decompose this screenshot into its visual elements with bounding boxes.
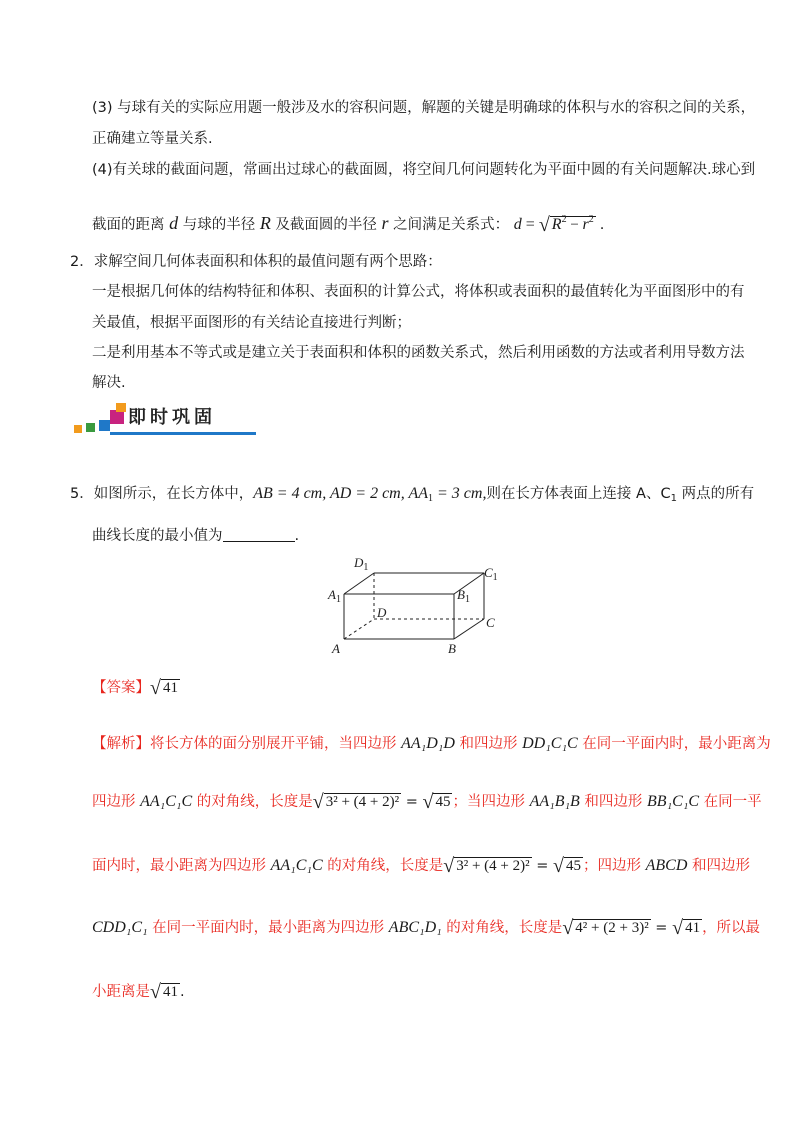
var-R: R <box>259 213 271 233</box>
distance-formula <box>513 214 600 236</box>
solution-line1: 【解析】将长方体的面分别展开平铺，当四边形 AA₁D₁D 和四边形 DD₁C₁C 在同一平面内时，最小距离为 <box>92 735 771 752</box>
answer-value: √ 41 <box>150 677 178 699</box>
solution-label: 【解析】 <box>92 736 150 752</box>
problem5-math: AB = 4 cm, AD = 2 cm, $AA_1 = 3$ cm, <box>253 485 487 504</box>
item4-line1: (4)有关球的截面问题，常画出过球心的截面圆，将空间几何问题转化为平面中圆的有关问题解决.球心到 <box>92 162 756 178</box>
problem5-line2-text: 曲线长度的最小值为 <box>92 528 223 544</box>
formula-r: r <box>582 216 589 233</box>
section2-line3: 关最值，根据平面图形的有关结论直接进行判断； <box>92 315 411 331</box>
label-D: D <box>377 605 387 620</box>
cuboid-figure <box>326 553 504 659</box>
problem5-number: 5． <box>70 486 94 502</box>
section2-heading: 求解空间几何体表面积和体积的最值问题有两个思路： <box>93 254 442 270</box>
label-B: B <box>448 641 456 656</box>
section2-number: 2． <box>70 254 94 270</box>
label-D1: $D_1$ <box>354 555 369 573</box>
answer-blank <box>223 527 295 542</box>
section2-line5: 解决. <box>92 375 126 391</box>
item4-text-a: 截面的距离 <box>92 217 170 233</box>
solution-line3: 面内时，最小距离为四边形 AA₁C₁C 的对角线，长度是√ 3² + (4 + 2)² = √ 45 ；四边形 ABCD 和四边形 <box>92 855 750 877</box>
formula-eq: = <box>525 216 535 233</box>
banner-title: 即时巩固 <box>128 407 216 428</box>
section2-line1 <box>70 252 442 272</box>
label-B1: $B_1$ <box>457 587 470 605</box>
section2-line4: 二是利用基本不等式或是建立关于表面积和体积的函数关系式，然后利用函数的方法或者利用导数方法 <box>92 345 745 361</box>
item4-text-d: 之间满足关系式： <box>388 217 510 233</box>
solution-line5: 小距离是√ 41 . <box>92 981 185 1003</box>
solution-line4: CDD₁C₁ 在同一平面内时，最小距离为四边形 ABC₁D₁ 的对角线，长度是√ 4² + (2 + 3)² = √ 41 ，所以最 <box>92 917 761 939</box>
section-banner <box>72 400 258 436</box>
answer-label: 【答案】 <box>92 680 150 696</box>
var-d: d <box>169 213 179 233</box>
formula-R: R <box>551 216 562 233</box>
formula-radical: √ $R^2 - r^2$ <box>538 214 594 236</box>
cuboid-diagram <box>326 553 504 659</box>
formula-minus: − <box>566 217 583 233</box>
answer-line <box>92 678 180 698</box>
var-r: r <box>381 213 389 233</box>
problem5-line2-end: . <box>294 528 300 544</box>
item3-line2: 正确建立等量关系. <box>92 131 213 147</box>
problem5-text-c: 两点的所有 <box>676 486 755 502</box>
item4-end: . <box>599 217 605 233</box>
label-A: A <box>332 641 340 656</box>
problem5-text-a: 如图所示，在长方体中， <box>93 486 254 502</box>
problem5-text-b: 则在长方体表面上连接 A、$C_1$ <box>486 486 677 504</box>
problem5-line2 <box>92 526 299 546</box>
item4-text-c: 及截面圆的半径 <box>270 217 382 233</box>
formula-exp1: 2 <box>561 214 567 225</box>
label-C: C <box>486 615 495 630</box>
label-C1: $C_1$ <box>484 565 498 583</box>
item4-text-b: 与球的半径 <box>178 217 260 233</box>
label-A1: $A_1$ <box>328 587 341 605</box>
formula-d: d <box>513 216 522 233</box>
item4-line2 <box>92 210 604 235</box>
problem5-line1 <box>70 484 754 509</box>
item3-line1: (3) 与球有关的实际应用题一般涉及水的容积问题，解题的关键是明确球的体积与水的容积之间的关系， <box>92 100 756 116</box>
solution-line2: 四边形 AA₁C₁C 的对角线，长度是√ 3² + (4 + 2)² = √ 45 ；当四边形 AA₁B₁B 和四边形 BB₁C₁C 在同一平 <box>92 791 762 813</box>
formula-exp2: 2 <box>588 214 594 225</box>
section2-line2: 一是根据几何体的结构特征和体积、表面积的计算公式，将体积或表面积的最值转化为平面图形中的有 <box>92 284 745 300</box>
